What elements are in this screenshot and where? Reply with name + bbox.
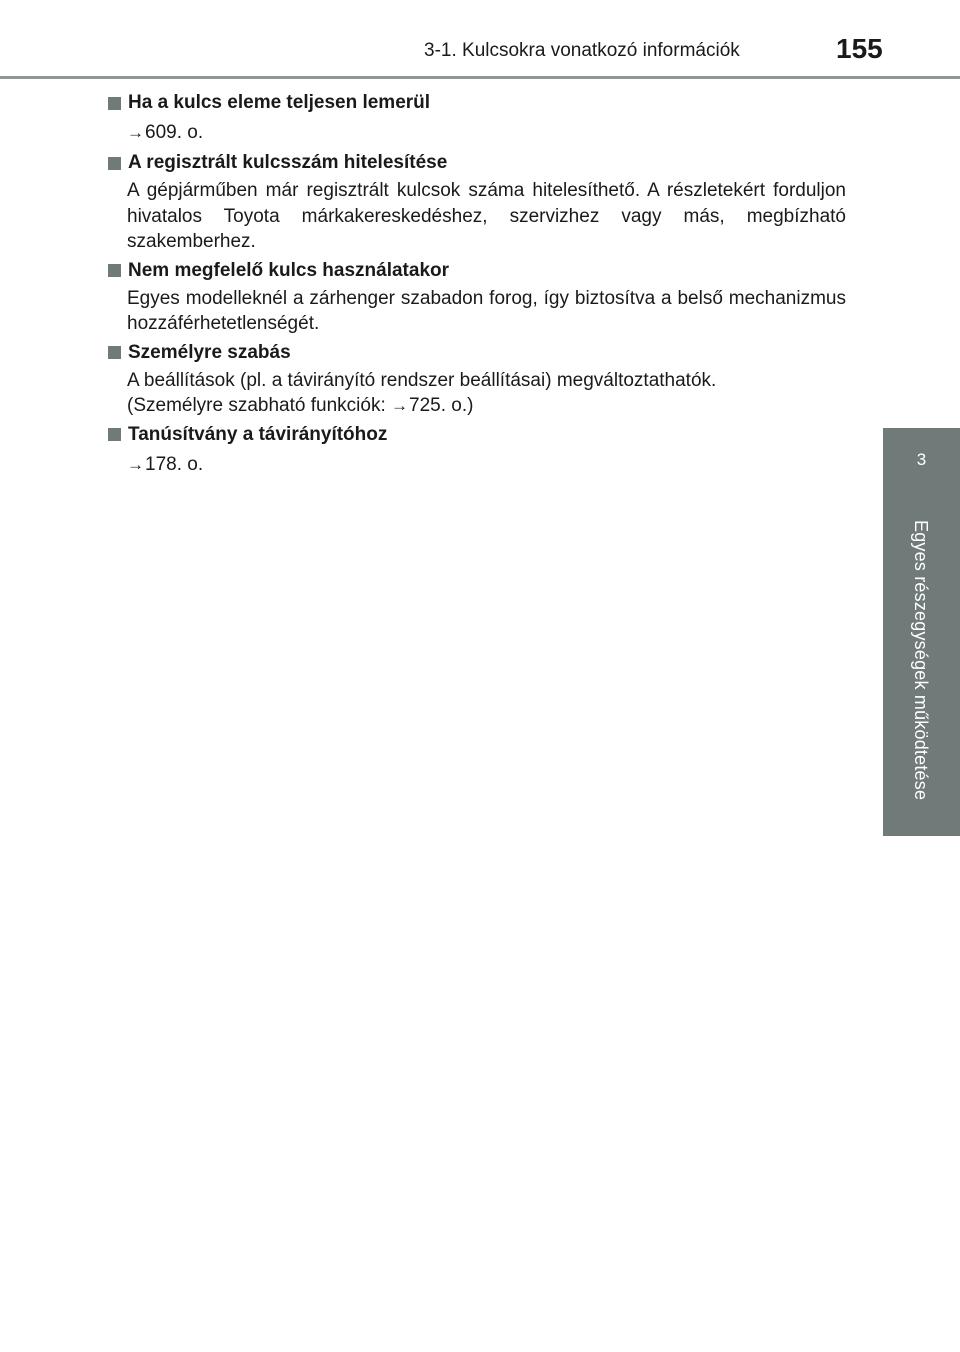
page-reference-text: 178. o. [145,453,204,475]
body-text: A gépjárműben már regisztrált kulcsok száma hitelesíthető. A részletekért forduljon hivatalos Toyota márkakereskedéshez, szervizhez vagy más, megbízható szakemberhez. [127,180,846,252]
section-heading-text: Személyre szabás [128,341,291,363]
section-heading [108,256,846,286]
section-customization [108,338,846,419]
section-body [127,368,846,419]
section-body [127,178,846,255]
header-divider [0,76,960,79]
body-text-prefix: (Személyre szabható funkciók: [127,395,392,416]
chapter-number: 3 [916,450,927,469]
section-heading-text: A regisztrált kulcsszám hitelesítése [128,152,448,173]
square-bullet-icon [108,346,121,359]
section-heading-text: Nem megfelelő kulcs használatakor [128,259,450,281]
square-bullet-icon [108,264,121,277]
page-reference-text: 609. o. [145,122,204,143]
section-heading-text: Ha a kulcs eleme teljesen lemerül [128,92,431,113]
section-heading [108,338,846,368]
section-body [127,286,846,337]
section-key-count [108,148,846,255]
section-wrong-key [108,256,846,337]
arrow-right-icon: → [127,454,144,474]
running-header: 3-1. Kulcsokra vonatkozó információk [424,40,740,61]
body-text-line-2 [127,393,846,419]
square-bullet-icon [108,428,121,441]
section-heading [108,88,846,118]
body-text: Egyes modelleknél a zárhenger szabadon forog, így biztosítva a belső mechanizmus hozzáférhetetlenségét. [127,287,846,334]
page-reference [127,450,846,480]
chapter-title: Egyes részegységek működtetése [911,520,931,801]
section-heading-text: Tanúsítvány a távirányítóhoz [128,423,388,445]
section-certificate [108,420,846,480]
page-content [108,88,846,480]
section-heading [108,420,846,450]
chapter-tab [883,428,960,506]
page-number: 155 [836,33,883,64]
square-bullet-icon [108,157,121,170]
body-text-line-1: A beállítások (pl. a távirányító rendszer beállításai) megváltoztathatók. [127,369,717,391]
body-text-suffix: 725. o.) [409,395,474,416]
section-heading [108,148,846,178]
square-bullet-icon [108,97,121,110]
arrow-right-icon: → [127,123,144,142]
arrow-right-icon: → [391,396,409,415]
section-battery-dead [108,88,846,148]
chapter-side-band [883,506,960,836]
page-reference [127,118,846,148]
